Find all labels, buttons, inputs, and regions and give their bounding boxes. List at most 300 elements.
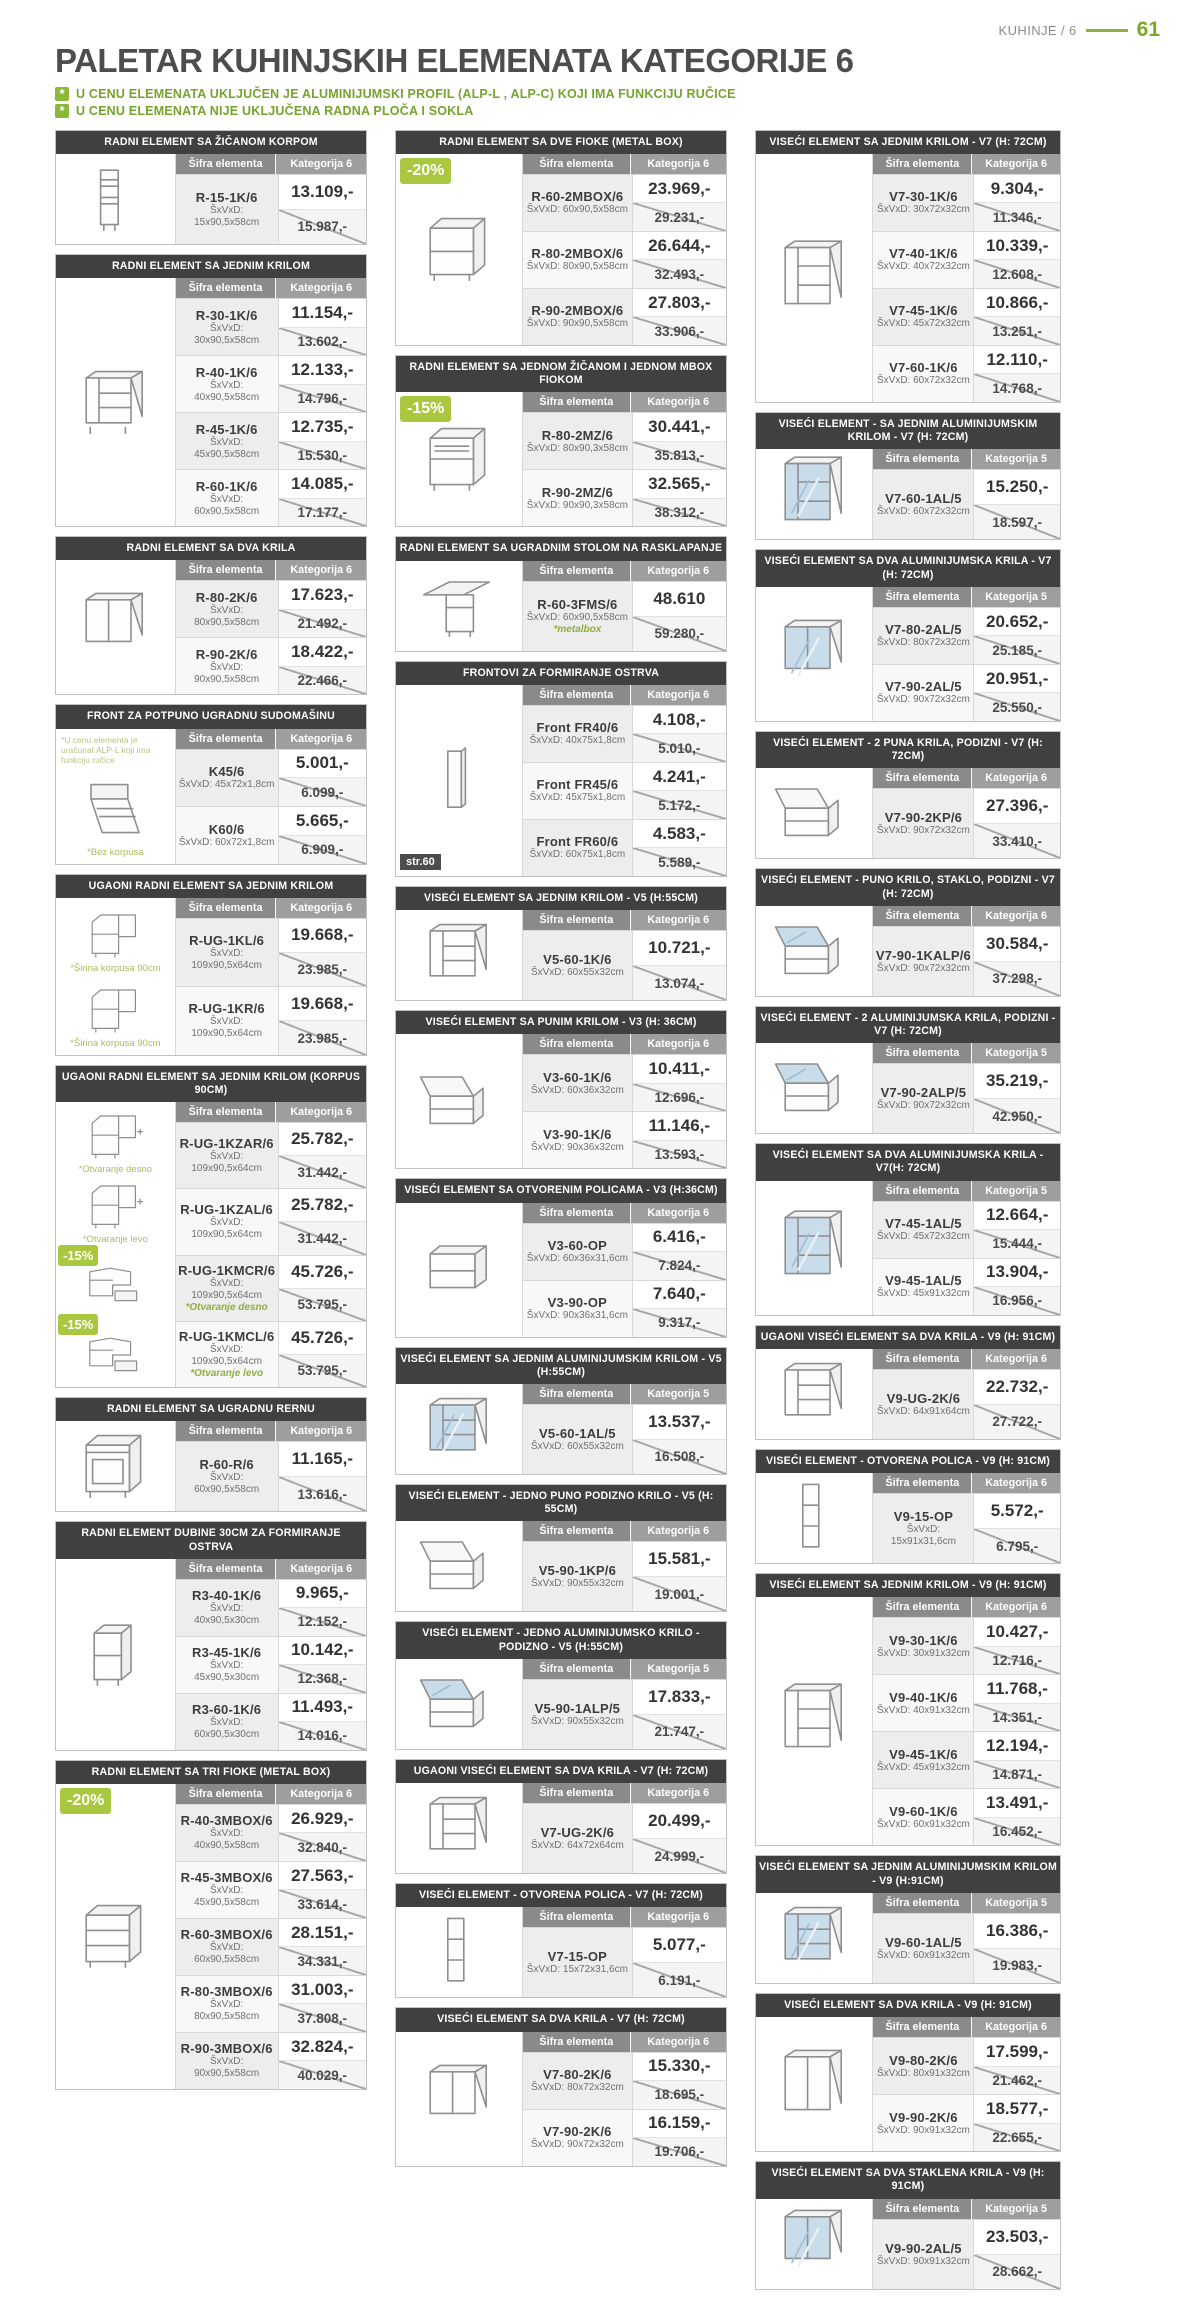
table-subheader xyxy=(523,1034,726,1054)
element-info xyxy=(523,1680,632,1749)
price-cell xyxy=(278,1256,366,1321)
table-subheader xyxy=(176,729,366,749)
code-column-header: Šifra elementa xyxy=(176,1102,277,1122)
price-table xyxy=(523,1384,726,1474)
code-column-header: Šifra elementa xyxy=(176,729,277,749)
product-row xyxy=(523,762,726,819)
element-dimensions: ŠxVxD: 45x72x1,8cm xyxy=(178,779,275,791)
element-dimensions: ŠxVxD: 40x90,5x58cm xyxy=(194,1828,260,1852)
element-code: R3-45-1K/6 xyxy=(192,1645,262,1661)
table-subheader xyxy=(523,685,726,705)
table-subheader xyxy=(523,392,726,412)
element-dimensions: ŠxVxD: 60x91x32cm xyxy=(877,1949,970,1961)
element-code: R-60-3MBOX/6 xyxy=(180,1927,273,1943)
element-code: R-UG-1KMCL/6 xyxy=(178,1329,275,1345)
product-row xyxy=(523,412,726,469)
element-dimensions: ŠxVxD: 109x90,5x64cm xyxy=(191,1217,262,1241)
product-row xyxy=(873,288,1060,345)
product-row xyxy=(176,918,366,986)
element-info xyxy=(873,1789,973,1845)
price-table xyxy=(176,1784,366,2089)
illustration-column xyxy=(756,154,873,402)
element-code: V7-60-1K/6 xyxy=(889,360,958,376)
cabinet-figure xyxy=(398,1524,520,1608)
element-code: V9-45-1K/6 xyxy=(889,1746,958,1762)
price-current: 13.109,- xyxy=(279,175,366,209)
element-dimensions: ŠxVxD: 60x55x32cm xyxy=(530,1440,624,1452)
product-row xyxy=(176,1804,366,1861)
note-line xyxy=(55,87,1162,101)
illustration-column xyxy=(396,1521,523,1611)
price-cell xyxy=(278,1580,366,1636)
element-code: R-UG-1KZAL/6 xyxy=(180,1202,273,1218)
price-cell xyxy=(278,638,366,694)
element-info xyxy=(873,1202,973,1258)
price-cell xyxy=(973,232,1060,288)
section-body xyxy=(396,1907,726,1997)
image-note: *U cenu elementa je uračunat ALP-L koji ima funkciju ručice xyxy=(61,734,151,765)
price-old: 14.796,- xyxy=(279,384,366,413)
element-dimensions: ŠxVxD: 45x75x1,8cm xyxy=(529,792,626,804)
price-table xyxy=(873,2017,1060,2151)
wall-corner-cabinet-icon xyxy=(419,1788,499,1868)
price-old: 29.231,- xyxy=(633,202,726,231)
section-body xyxy=(396,1659,726,1749)
cabinet-figure xyxy=(758,1476,870,1560)
product-row xyxy=(523,1679,726,1749)
section-title: VISEĆI ELEMENT - 2 PUNA KRILA, PODIZNI - V7 (H: 72CM) xyxy=(756,732,1060,768)
element-code: R-45-3MBOX/6 xyxy=(180,1870,273,1886)
category-column-header: Kategorija 6 xyxy=(631,1783,726,1803)
illustration-column xyxy=(756,1349,873,1439)
code-column-header: Šifra elementa xyxy=(176,560,277,580)
section-body xyxy=(396,1203,726,1337)
catalog-section xyxy=(55,1760,367,2090)
price-cell xyxy=(278,750,366,807)
price-current: 6.416,- xyxy=(633,1224,726,1252)
category-column-header: Kategorija 6 xyxy=(631,910,726,930)
section-body xyxy=(756,1181,1060,1315)
section-title: RADNI ELEMENT DUBINE 30CM ZA FORMIRANJE OSTRVA xyxy=(56,1522,366,1558)
element-dimensions: ŠxVxD: 45x90,5x58cm xyxy=(194,1885,260,1909)
section-title: VISEĆI ELEMENT - OTVORENA POLICA - V7 (H: 72CM) xyxy=(396,1884,726,1907)
product-row xyxy=(176,1918,366,1975)
price-current: 26.644,- xyxy=(633,232,726,260)
element-code: V9-80-2K/6 xyxy=(889,2052,958,2068)
cabinet-figure xyxy=(758,590,870,718)
element-info xyxy=(873,1370,973,1439)
code-column-header: Šifra elementa xyxy=(873,906,972,926)
cabinet-figure xyxy=(398,564,520,648)
product-row xyxy=(176,749,366,807)
price-cell xyxy=(632,1405,726,1474)
wall-cabinet-alu-lift-icon xyxy=(774,911,854,991)
illustration-column xyxy=(56,898,176,1055)
price-current: 11.146,- xyxy=(633,1112,726,1140)
cabinet-figure xyxy=(58,976,173,1051)
catalog-section xyxy=(755,130,1061,403)
category-column-header: Kategorija 6 xyxy=(972,906,1060,926)
price-cell xyxy=(973,289,1060,345)
element-dimensions: ŠxVxD: 109x90,5x64cm xyxy=(191,1344,262,1368)
element-code: V9-45-1AL/5 xyxy=(885,1273,962,1289)
catalog-section xyxy=(755,1993,1061,2152)
price-old: 19.983,- xyxy=(974,1948,1060,1983)
price-cell xyxy=(632,820,726,876)
element-dimensions: ŠxVxD: 60x90,5x58cm xyxy=(194,493,260,517)
element-dimensions: ŠxVxD: 80x72x32cm xyxy=(877,637,970,649)
section-title: VISEĆI ELEMENT - OTVORENA POLICA - V9 (H: 91CM) xyxy=(756,1450,1060,1473)
illustration-column xyxy=(756,449,873,539)
illustration-column xyxy=(56,1784,176,2089)
price-current: 11.165,- xyxy=(279,1442,366,1476)
price-current: 35.219,- xyxy=(974,1064,1060,1098)
price-current: 48.610 xyxy=(633,582,726,616)
price-old: 33.410,- xyxy=(974,823,1060,858)
price-table xyxy=(176,154,366,244)
price-current: 26.929,- xyxy=(279,1805,366,1833)
element-code: Front FR40/6 xyxy=(536,720,619,736)
catalog-section xyxy=(395,1621,727,1749)
cabinet-figure xyxy=(58,1105,173,1175)
table-subheader xyxy=(873,2017,1060,2037)
price-old: 19.001,- xyxy=(633,1576,726,1611)
element-info xyxy=(176,470,278,526)
price-cell xyxy=(632,232,726,288)
element-dimensions: ŠxVxD: 40x91x32cm xyxy=(877,1704,970,1716)
price-cell xyxy=(632,582,726,651)
catalog-section xyxy=(755,1143,1061,1315)
element-code: V7-80-2AL/5 xyxy=(885,622,962,638)
table-subheader xyxy=(873,449,1060,469)
cabinet-figure xyxy=(58,1562,173,1747)
price-current: 18.577,- xyxy=(974,2095,1060,2123)
table-subheader xyxy=(523,1203,726,1223)
catalog-section xyxy=(55,1397,367,1512)
table-subheader xyxy=(873,587,1060,607)
illustration-column xyxy=(756,2017,873,2151)
price-cell xyxy=(632,763,726,819)
wall-cabinet-glass-2door-icon xyxy=(774,2204,854,2284)
price-old: 6.191,- xyxy=(633,1962,726,1997)
code-column-header: Šifra elementa xyxy=(523,1384,630,1404)
section-title: FRONTOVI ZA FORMIRANJE OSTRVA xyxy=(396,662,726,685)
wall-cabinet-2door-icon xyxy=(419,2059,499,2139)
catalog-section xyxy=(55,874,367,1056)
price-cell xyxy=(278,1805,366,1861)
element-info xyxy=(873,1675,973,1731)
element-dimensions: ŠxVxD: 90x55x32cm xyxy=(530,1715,624,1727)
section-title: VISEĆI ELEMENT SA DVA STAKLENA KRILA - V9 (H: 91CM) xyxy=(756,2162,1060,2198)
section-body xyxy=(756,768,1060,858)
price-current: 10.411,- xyxy=(633,1055,726,1083)
page-number: 61 xyxy=(1136,18,1160,41)
element-code: R-90-2MZ/6 xyxy=(541,484,614,500)
cabinet-figure xyxy=(758,157,870,399)
element-dimensions: ŠxVxD: 15x72x31,6cm xyxy=(526,1964,628,1976)
category-column-header: Kategorija 6 xyxy=(276,1421,366,1441)
catalog-section xyxy=(755,549,1061,721)
category-column-header: Kategorija 5 xyxy=(972,449,1060,469)
cabinet-figure xyxy=(398,913,520,997)
section-body xyxy=(756,449,1060,539)
code-column-header: Šifra elementa xyxy=(523,1659,630,1679)
catalog-section xyxy=(395,1347,727,1475)
table-subheader xyxy=(523,910,726,930)
section-body xyxy=(56,1559,366,1750)
illustration-column xyxy=(396,1384,523,1474)
price-old: 15.530,- xyxy=(279,441,366,470)
price-cell xyxy=(973,1064,1060,1133)
code-column-header: Šifra elementa xyxy=(523,392,630,412)
catalog-columns xyxy=(55,130,1162,2299)
product-row xyxy=(873,664,1060,721)
price-table xyxy=(523,2032,726,2166)
element-code: R-60-1K/6 xyxy=(195,478,258,494)
wall-cabinet-alu-icon xyxy=(774,1898,854,1978)
product-row xyxy=(873,1788,1060,1845)
section-title: VISEĆI ELEMENT - JEDNO ALUMINIJUMSKO KRILO - PODIZNO - V5 (H:55CM) xyxy=(396,1622,726,1658)
catalog-section xyxy=(395,130,727,346)
element-info xyxy=(873,1064,973,1133)
catalog-section xyxy=(755,1325,1061,1440)
price-cell xyxy=(278,1919,366,1975)
price-current: 10.866,- xyxy=(974,289,1060,317)
price-current: 7.640,- xyxy=(633,1281,726,1309)
code-column-header: Šifra elementa xyxy=(873,1349,972,1369)
price-current: 16.386,- xyxy=(974,1914,1060,1948)
table-subheader xyxy=(176,898,366,918)
category-column-header: Kategorija 6 xyxy=(972,1349,1060,1369)
catalog-section xyxy=(395,661,727,877)
price-old: 35.813,- xyxy=(633,441,726,470)
element-dimensions: ŠxVxD: 60x36x31,6cm xyxy=(526,1253,628,1265)
price-table xyxy=(873,154,1060,402)
price-current: 13.537,- xyxy=(633,1405,726,1439)
note-text: U CENU ELEMENATA NIJE UKLJUČENA RADNA PLOČA I SOKLA xyxy=(76,103,474,118)
product-row xyxy=(176,412,366,469)
cabinet-figure xyxy=(58,281,173,523)
section-body xyxy=(756,1043,1060,1133)
price-current: 4.108,- xyxy=(633,706,726,734)
element-dimensions: ŠxVxD: 60x72x32cm xyxy=(877,375,970,387)
category-column-header: Kategorija 5 xyxy=(972,1893,1060,1913)
price-current: 5.001,- xyxy=(279,750,366,778)
element-info xyxy=(873,1259,973,1315)
price-current: 27.396,- xyxy=(974,789,1060,823)
wall-shelf-open-icon xyxy=(419,1230,499,1310)
table-subheader xyxy=(523,2032,726,2052)
price-old: 6.909,- xyxy=(279,835,366,864)
price-old: 18.695,- xyxy=(633,2080,726,2109)
catalog-section xyxy=(755,2161,1061,2289)
price-old: 19.706,- xyxy=(633,2137,726,2166)
element-info xyxy=(523,763,632,819)
dishwasher-front-icon xyxy=(75,767,155,847)
element-dimensions: ŠxVxD: 90x72x32cm xyxy=(877,1100,970,1112)
code-column-header: Šifra elementa xyxy=(523,154,630,174)
section-title: VISEĆI ELEMENT SA JEDNIM KRILOM - V9 (H: 91CM) xyxy=(756,1574,1060,1597)
price-old: 13.616,- xyxy=(279,1476,366,1511)
price-current: 45.726,- xyxy=(279,1256,366,1288)
section-title: VISEĆI ELEMENT SA JEDNIM KRILOM - V5 (H:55CM) xyxy=(396,887,726,910)
section-body xyxy=(396,1521,726,1611)
element-code: V3-90-OP xyxy=(547,1295,608,1311)
section-title: VISEĆI ELEMENT SA DVA ALUMINIJUMSKA KRILA - V7 (H: 72CM) xyxy=(756,550,1060,586)
illustration-column xyxy=(56,1102,176,1387)
element-info xyxy=(873,232,973,288)
element-code: R-90-2K/6 xyxy=(195,646,258,662)
price-old: 23.985,- xyxy=(279,1020,366,1054)
price-old: 25.550,- xyxy=(974,692,1060,721)
section-title: VISEĆI ELEMENT SA JEDNIM ALUMINIJUMSKIM KRILOM - V5 (H:55CM) xyxy=(396,1348,726,1384)
cabinet-figure xyxy=(398,1910,520,1994)
oven-cabinet-icon xyxy=(75,1426,155,1506)
table-subheader xyxy=(873,2199,1060,2219)
category-column-header: Kategorija 6 xyxy=(631,1034,726,1054)
category-column-header: Kategorija 6 xyxy=(972,2017,1060,2037)
catalog-section xyxy=(755,1006,1061,1134)
element-info xyxy=(176,1442,278,1511)
catalog-section xyxy=(55,1065,367,1388)
price-table xyxy=(873,1597,1060,1845)
element-info xyxy=(523,582,632,651)
catalog-section xyxy=(395,536,727,651)
price-cell xyxy=(973,1259,1060,1315)
element-code: Front FR45/6 xyxy=(536,777,619,793)
section-body xyxy=(756,1893,1060,1983)
product-row xyxy=(176,1693,366,1750)
price-table xyxy=(523,1203,726,1337)
cabinet-figure xyxy=(58,1424,173,1508)
corner-base-hinge-icon xyxy=(85,1174,145,1234)
code-column-header: Šifra elementa xyxy=(523,1521,630,1541)
price-cell xyxy=(973,2220,1060,2289)
price-current: 11.154,- xyxy=(279,299,366,327)
price-current: 30.441,- xyxy=(633,413,726,441)
cabinet-figure xyxy=(758,452,870,536)
product-row xyxy=(873,345,1060,402)
code-column-header: Šifra elementa xyxy=(523,1907,630,1927)
category-column-header: Kategorija 6 xyxy=(276,1102,366,1122)
price-cell xyxy=(278,807,366,864)
price-current: 27.803,- xyxy=(633,289,726,317)
illustration-column xyxy=(756,768,873,858)
product-row xyxy=(523,469,726,526)
code-column-header: Šifra elementa xyxy=(176,154,277,174)
category-column-header: Kategorija 6 xyxy=(276,1784,366,1804)
price-current: 12.664,- xyxy=(974,1202,1060,1230)
price-table xyxy=(523,1521,726,1611)
illustration-column xyxy=(56,729,176,864)
price-current: 18.422,- xyxy=(279,638,366,666)
element-info xyxy=(873,2220,973,2289)
price-cell xyxy=(278,413,366,469)
price-current: 11.768,- xyxy=(974,1675,1060,1703)
element-dimensions: ŠxVxD: 45x72x32cm xyxy=(877,1231,970,1243)
price-current: 32.565,- xyxy=(633,470,726,498)
element-code: R-45-1K/6 xyxy=(195,421,258,437)
section-title: VISEĆI ELEMENT SA JEDNIM KRILOM - V7 (H: 72CM) xyxy=(756,131,1060,154)
element-code: V7-90-1KALP/6 xyxy=(875,947,971,963)
element-code: V7-15-OP xyxy=(547,1949,608,1965)
price-cell xyxy=(632,2053,726,2109)
price-old: 25.185,- xyxy=(974,635,1060,664)
element-dimensions: ŠxVxD: 40x90,5x58cm xyxy=(194,379,260,403)
price-old: 14.871,- xyxy=(974,1760,1060,1789)
product-row xyxy=(873,174,1060,231)
code-column-header: Šifra elementa xyxy=(523,561,630,581)
code-column-header: Šifra elementa xyxy=(873,1473,972,1493)
element-info xyxy=(523,232,632,288)
code-column-header: Šifra elementa xyxy=(176,278,277,298)
element-code: R-40-3MBOX/6 xyxy=(180,1813,273,1829)
element-code: V5-90-1KP/6 xyxy=(538,1563,617,1579)
category-column-header: Kategorija 6 xyxy=(631,685,726,705)
cabinet-figure xyxy=(58,1245,173,1315)
element-code: V3-60-1K/6 xyxy=(543,1069,612,1085)
section-body xyxy=(396,392,726,526)
price-cell xyxy=(973,1494,1060,1563)
illustration-column xyxy=(396,2032,523,2166)
table-subheader xyxy=(176,560,366,580)
category-column-header: Kategorija 5 xyxy=(631,1659,726,1679)
cabinet-figure xyxy=(58,732,173,861)
element-dimensions: ŠxVxD: 90x72x32cm xyxy=(877,962,970,974)
table-subheader xyxy=(873,1893,1060,1913)
catalog-section xyxy=(755,1573,1061,1846)
price-cell xyxy=(973,175,1060,231)
price-cell xyxy=(632,1055,726,1111)
price-current: 10.339,- xyxy=(974,232,1060,260)
element-code: V7-60-1AL/5 xyxy=(885,491,962,507)
column-right xyxy=(755,130,1061,2299)
section-title: RADNI ELEMENT SA JEDNIM KRILOM xyxy=(56,255,366,278)
price-table xyxy=(873,1349,1060,1439)
element-info xyxy=(523,1542,632,1611)
wire-basket-cabinet-icon xyxy=(75,159,155,239)
element-info xyxy=(176,1862,278,1918)
code-column-header: Šifra elementa xyxy=(873,1893,972,1913)
section-body xyxy=(756,1349,1060,1439)
section-body xyxy=(396,1034,726,1168)
element-info xyxy=(176,1976,278,2032)
element-info xyxy=(873,2038,973,2094)
element-dimensions: ŠxVxD: 90x90,5x58cm xyxy=(194,661,260,685)
catalog-section xyxy=(55,130,367,245)
price-current: 4.241,- xyxy=(633,763,726,791)
price-cell xyxy=(278,581,366,637)
price-cell xyxy=(973,789,1060,858)
product-row xyxy=(873,1674,1060,1731)
table-subheader xyxy=(523,561,726,581)
price-table xyxy=(523,1034,726,1168)
category-column-header: Kategorija 6 xyxy=(631,154,726,174)
price-old: 16.508,- xyxy=(633,1439,726,1474)
code-column-header: Šifra elementa xyxy=(873,768,972,788)
product-row xyxy=(523,1803,726,1873)
illustration-column xyxy=(396,392,523,526)
page-header xyxy=(999,18,1160,42)
product-row xyxy=(523,1280,726,1337)
price-old: 28.662,- xyxy=(974,2254,1060,2289)
element-info xyxy=(523,1928,632,1997)
section-title: UGAONI RADNI ELEMENT SA JEDNIM KRILOM xyxy=(56,875,366,898)
element-info xyxy=(873,289,973,345)
price-cell xyxy=(973,1370,1060,1439)
wall-cabinet-alu-2door-icon xyxy=(774,614,854,694)
price-current: 17.833,- xyxy=(633,1680,726,1714)
